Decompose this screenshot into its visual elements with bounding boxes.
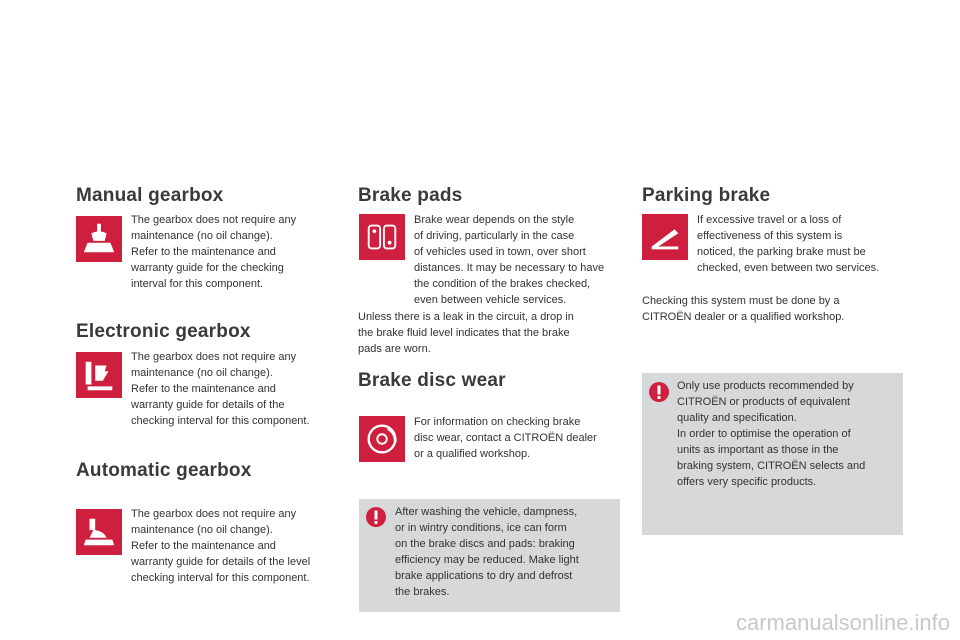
parking-brake-text: If excessive travel or a loss of effectiveness of this system is noticed, the parking brake must be checked, even between two services. xyxy=(697,214,880,274)
brake-disc-icon xyxy=(359,416,405,462)
automatic-gearbox-text: The gearbox does not require any maintenance (no oil change). Refer to the maintenance and warranty guide for details of the level checking interval for this component. xyxy=(131,508,311,584)
disc-warning-text: After washing the vehicle, dampness, or in wintry conditions, ice can form on the brake discs and pads: braking efficiency may be reduced. Make light brake applications to dry and defrost the brakes. xyxy=(395,506,579,598)
manual-gearbox-icon xyxy=(76,216,122,262)
brake-pads-icon xyxy=(359,214,405,260)
manual-gearbox-heading: Manual gearbox xyxy=(76,185,224,206)
automatic-gearbox-icon xyxy=(76,509,122,555)
parking-brake-check-text: Checking this system must be done by a CITROËN dealer or a qualified workshop. xyxy=(642,295,845,323)
brake-disc-text: For information on checking brake disc wear, contact a CITROËN dealer or a qualified workshop. xyxy=(414,416,597,460)
parking-brake-heading: Parking brake xyxy=(642,185,771,206)
electronic-gearbox-text: The gearbox does not require any maintenance (no oil change). Refer to the maintenance and warranty guide for details of the checking interval for this component. xyxy=(131,351,310,427)
automatic-gearbox-heading: Automatic gearbox xyxy=(76,460,252,481)
electronic-gearbox-icon xyxy=(76,352,122,398)
brake-pads-text: Brake wear depends on the style of driving, particularly in the case of vehicles used in town, over short distances. It may be necessary to have the condition of the brakes checked, even between vehicle services. xyxy=(414,214,605,306)
parking-brake-icon xyxy=(642,214,688,260)
manual-gearbox-text: The gearbox does not require any maintenance (no oil change). Refer to the maintenance and warranty guide for the checking interval for this component. xyxy=(131,214,297,290)
watermark: carmanualsonline.info xyxy=(735,610,950,635)
brake-fluid-text: Unless there is a leak in the circuit, a drop in the brake fluid level indicates that the brake pads are worn. xyxy=(358,311,574,355)
electronic-gearbox-heading: Electronic gearbox xyxy=(76,321,251,342)
warning-icon xyxy=(365,506,387,528)
brake-disc-heading: Brake disc wear xyxy=(358,370,506,391)
warning-icon xyxy=(648,381,670,403)
products-warning-text: Only use products recommended by CITROËN or products of equivalent quality and specification. In order to optimise the operation of units as important as those in the braking system, CITROËN selects and offers very specific products. xyxy=(677,380,866,488)
brake-pads-heading: Brake pads xyxy=(358,185,463,206)
